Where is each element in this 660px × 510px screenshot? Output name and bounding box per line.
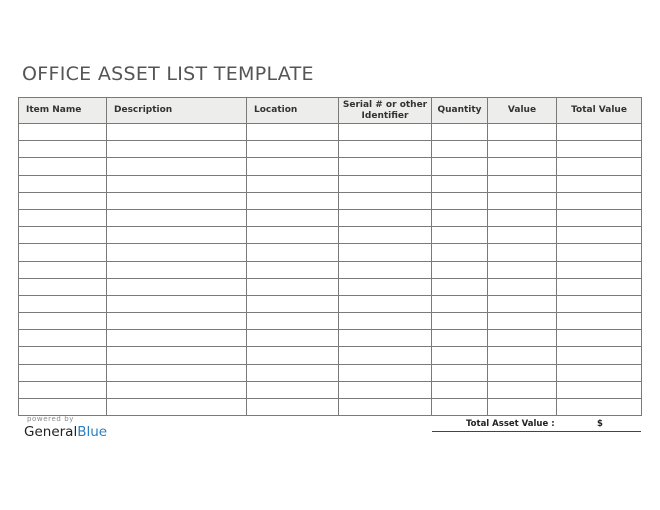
total-value-cell[interactable] (557, 158, 642, 175)
location-cell[interactable] (247, 278, 339, 295)
table-row (19, 175, 642, 192)
column-header-quantity: Quantity (432, 98, 488, 124)
quantity-cell[interactable] (432, 158, 488, 175)
location-cell[interactable] (247, 141, 339, 158)
powered-by-text: powered by (27, 415, 75, 423)
table-row (19, 330, 642, 347)
description-cell[interactable] (107, 313, 247, 330)
value-cell[interactable] (488, 399, 557, 416)
serial-cell[interactable] (339, 330, 432, 347)
quantity-cell[interactable] (432, 209, 488, 226)
table-row (19, 347, 642, 364)
serial-cell[interactable] (339, 227, 432, 244)
total-value-cell[interactable] (557, 399, 642, 416)
location-cell[interactable] (247, 227, 339, 244)
description-cell[interactable] (107, 158, 247, 175)
location-cell[interactable] (247, 261, 339, 278)
value-cell[interactable] (488, 209, 557, 226)
quantity-cell[interactable] (432, 399, 488, 416)
total-value-cell[interactable] (557, 295, 642, 312)
quantity-cell[interactable] (432, 364, 488, 381)
location-cell[interactable] (247, 244, 339, 261)
value-cell[interactable] (488, 295, 557, 312)
asset-table (18, 97, 642, 416)
description-cell[interactable] (107, 141, 247, 158)
serial-cell[interactable] (339, 364, 432, 381)
total-value-cell[interactable] (557, 347, 642, 364)
table-header-row (19, 98, 642, 124)
column-header-serial: Serial # or other Identifier (339, 98, 432, 124)
total-value-cell[interactable] (557, 192, 642, 209)
total-value-cell[interactable] (557, 278, 642, 295)
quantity-cell[interactable] (432, 381, 488, 398)
item-name-cell[interactable] (19, 295, 107, 312)
value-cell[interactable] (488, 192, 557, 209)
description-cell[interactable] (107, 175, 247, 192)
total-value-cell[interactable] (557, 227, 642, 244)
location-cell[interactable] (247, 347, 339, 364)
quantity-cell[interactable] (432, 244, 488, 261)
quantity-cell[interactable] (432, 192, 488, 209)
item-name-cell[interactable] (19, 124, 107, 141)
description-cell[interactable] (107, 209, 247, 226)
description-cell[interactable] (107, 364, 247, 381)
column-header-description: Description (107, 98, 247, 124)
quantity-cell[interactable] (432, 278, 488, 295)
description-cell[interactable] (107, 227, 247, 244)
location-cell[interactable] (247, 124, 339, 141)
description-cell[interactable] (107, 278, 247, 295)
total-value-cell[interactable] (557, 364, 642, 381)
item-name-cell[interactable] (19, 141, 107, 158)
item-name-cell[interactable] (19, 330, 107, 347)
value-cell[interactable] (488, 175, 557, 192)
description-cell[interactable] (107, 295, 247, 312)
table-row (19, 364, 642, 381)
quantity-cell[interactable] (432, 347, 488, 364)
value-cell[interactable] (488, 364, 557, 381)
brand-logo (24, 415, 107, 440)
quantity-cell[interactable] (432, 141, 488, 158)
total-value-cell[interactable] (557, 141, 642, 158)
location-cell[interactable] (247, 209, 339, 226)
value-cell[interactable] (488, 278, 557, 295)
total-value-cell[interactable] (557, 175, 642, 192)
column-header-value: Value (488, 98, 557, 124)
description-cell[interactable] (107, 244, 247, 261)
table-row (19, 295, 642, 312)
serial-cell[interactable] (339, 313, 432, 330)
serial-cell[interactable] (339, 141, 432, 158)
column-header-location: Location (247, 98, 339, 124)
page-title: OFFICE ASSET LIST TEMPLATE (22, 63, 314, 85)
column-header-total-value: Total Value (557, 98, 642, 124)
serial-cell[interactable] (339, 399, 432, 416)
quantity-cell[interactable] (432, 261, 488, 278)
location-cell[interactable] (247, 192, 339, 209)
total-value-cell[interactable] (557, 244, 642, 261)
quantity-cell[interactable] (432, 330, 488, 347)
table-row (19, 381, 642, 398)
value-cell[interactable] (488, 381, 557, 398)
item-name-cell[interactable] (19, 158, 107, 175)
value-cell[interactable] (488, 158, 557, 175)
total-value-cell[interactable] (557, 209, 642, 226)
total-value-cell[interactable] (557, 313, 642, 330)
serial-cell[interactable] (339, 124, 432, 141)
item-name-cell[interactable] (19, 227, 107, 244)
serial-cell[interactable] (339, 381, 432, 398)
table-row (19, 158, 642, 175)
table-row (19, 261, 642, 278)
value-cell[interactable] (488, 141, 557, 158)
item-name-cell[interactable] (19, 313, 107, 330)
location-cell[interactable] (247, 364, 339, 381)
quantity-cell[interactable] (432, 295, 488, 312)
item-name-cell[interactable] (19, 175, 107, 192)
table-row (19, 278, 642, 295)
value-cell[interactable] (488, 124, 557, 141)
description-cell[interactable] (107, 347, 247, 364)
item-name-cell[interactable] (19, 192, 107, 209)
table-row (19, 244, 642, 261)
description-cell[interactable] (107, 124, 247, 141)
item-name-cell[interactable] (19, 278, 107, 295)
value-cell[interactable] (488, 244, 557, 261)
table-row (19, 192, 642, 209)
table-row (19, 209, 642, 226)
location-cell[interactable] (247, 175, 339, 192)
quantity-cell[interactable] (432, 227, 488, 244)
value-cell[interactable] (488, 330, 557, 347)
table-row (19, 141, 642, 158)
quantity-cell[interactable] (432, 175, 488, 192)
table-row (19, 313, 642, 330)
total-value-cell[interactable] (557, 381, 642, 398)
total-value-cell[interactable] (557, 124, 642, 141)
serial-cell[interactable] (339, 158, 432, 175)
serial-cell[interactable] (339, 175, 432, 192)
value-cell[interactable] (488, 313, 557, 330)
table-row (19, 399, 642, 416)
serial-cell[interactable] (339, 278, 432, 295)
value-cell[interactable] (488, 261, 557, 278)
quantity-cell[interactable] (432, 313, 488, 330)
location-cell[interactable] (247, 158, 339, 175)
table-row (19, 124, 642, 141)
total-value-cell[interactable] (557, 261, 642, 278)
column-header-item-name: Item Name (19, 98, 107, 124)
serial-cell[interactable] (339, 192, 432, 209)
total-asset-value-currency: $ (597, 419, 603, 429)
description-cell[interactable] (107, 192, 247, 209)
item-name-cell[interactable] (19, 244, 107, 261)
description-cell[interactable] (107, 330, 247, 347)
description-cell[interactable] (107, 261, 247, 278)
brand-name-general: General (24, 424, 78, 440)
table-row (19, 227, 642, 244)
item-name-cell[interactable] (19, 399, 107, 416)
item-name-cell[interactable] (19, 364, 107, 381)
location-cell[interactable] (247, 381, 339, 398)
location-cell[interactable] (247, 295, 339, 312)
brand-name-blue: Blue (77, 424, 108, 440)
total-asset-value-line (432, 419, 641, 432)
item-name-cell[interactable] (19, 261, 107, 278)
total-value-cell[interactable] (557, 330, 642, 347)
serial-cell[interactable] (339, 295, 432, 312)
item-name-cell[interactable] (19, 347, 107, 364)
value-cell[interactable] (488, 227, 557, 244)
serial-cell[interactable] (339, 209, 432, 226)
table-body (19, 124, 642, 416)
serial-cell[interactable] (339, 244, 432, 261)
quantity-cell[interactable] (432, 124, 488, 141)
item-name-cell[interactable] (19, 209, 107, 226)
description-cell[interactable] (107, 399, 247, 416)
location-cell[interactable] (247, 399, 339, 416)
total-asset-value-label: Total Asset Value : (466, 419, 555, 429)
serial-cell[interactable] (339, 261, 432, 278)
item-name-cell[interactable] (19, 381, 107, 398)
serial-cell[interactable] (339, 347, 432, 364)
brand-name (24, 424, 107, 440)
description-cell[interactable] (107, 381, 247, 398)
value-cell[interactable] (488, 347, 557, 364)
location-cell[interactable] (247, 330, 339, 347)
location-cell[interactable] (247, 313, 339, 330)
